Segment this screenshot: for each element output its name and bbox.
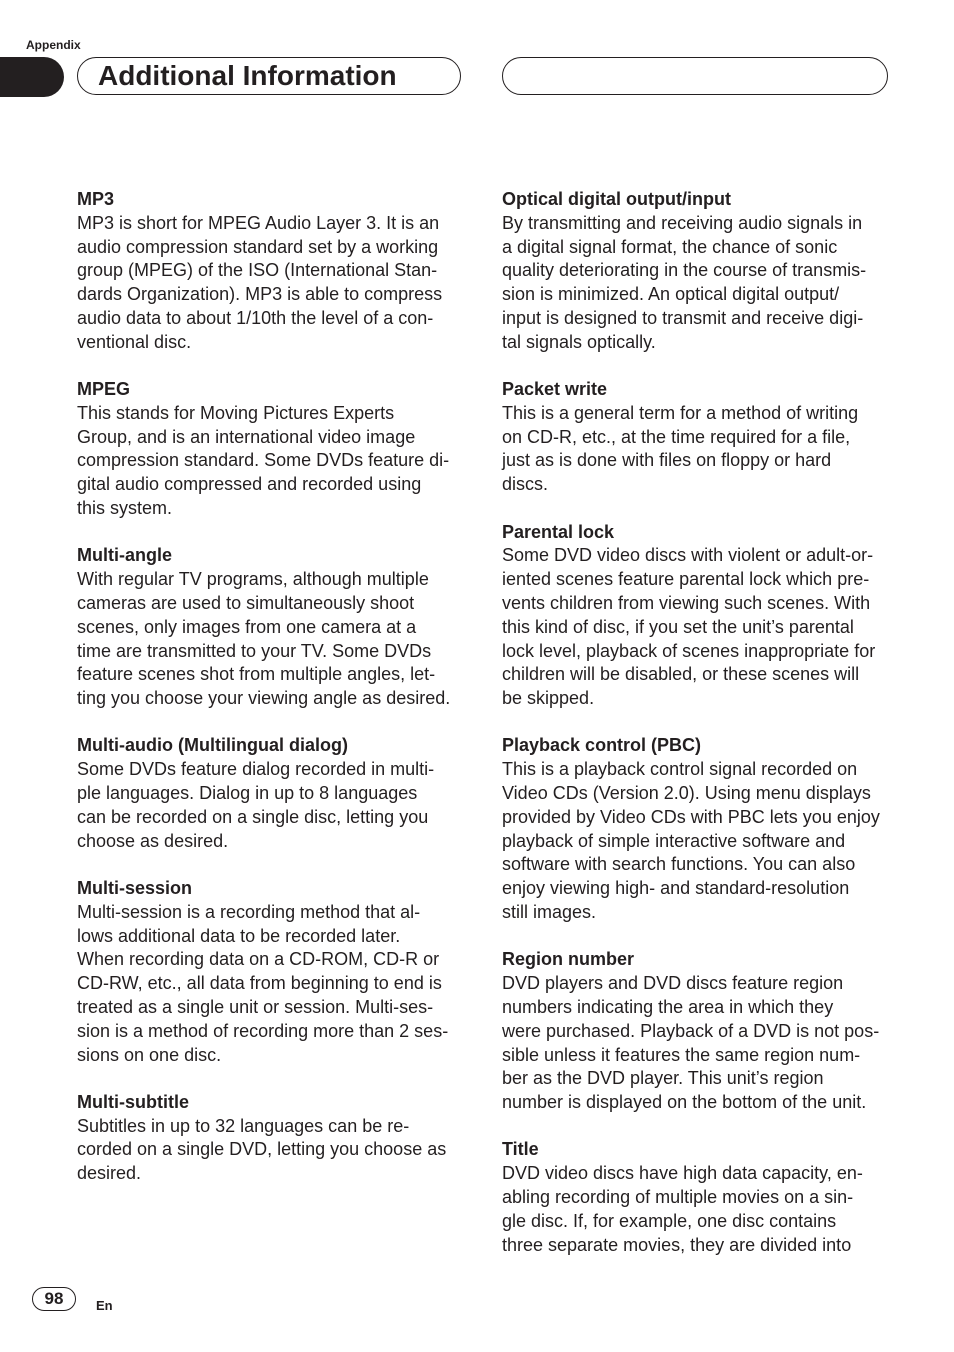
glossary-entry [502,378,894,497]
definition-line: DVD video discs have high data capacity, en- [502,1163,863,1184]
definition-line: provided by Video CDs with PBC lets you enjoy [502,806,880,827]
definition-line: When recording data on a CD-ROM, CD-R or [77,949,440,970]
section-tab-marker [0,57,64,97]
definition-line: compression standard. Some DVDs feature di- [77,450,450,471]
page-number: 98 [32,1287,76,1311]
definition-line: By transmitting and receiving audio signals in [502,212,863,233]
glossary-entry [502,948,894,1115]
definition-line: corded on a single DVD, letting you choose as [77,1139,447,1160]
definition-line: sion is a method of recording more than 2 ses- [77,1020,449,1041]
definition-line: this kind of disc, if you set the unit’s parental [502,616,854,637]
glossary-entry [77,544,469,711]
definition-line: vents children from viewing such scenes. With [502,592,871,613]
glossary-entry [502,521,894,711]
definition-line: iented scenes feature parental lock which pre- [502,569,870,590]
definition-line: MP3 is short for MPEG Audio Layer 3. It is an [77,212,440,233]
definition-line: sible unless it features the same region num- [502,1044,861,1065]
glossary-term: MPEG [77,379,131,400]
language-code: En [96,1298,113,1313]
definition-line: Some DVDs feature dialog recorded in multi- [77,759,435,780]
definition-line: sion is minimized. An optical digital output/ [502,284,840,305]
glossary-entry [502,734,894,924]
definition-line: lows additional data to be recorded later. [77,925,401,946]
definition-line: still images. [502,902,597,923]
definition-line: DVD players and DVD discs feature region [502,973,844,994]
empty-title-frame [502,57,888,95]
definition-line: time are transmitted to your TV. Some DVDs [77,640,432,661]
definition-line: cameras are used to simultaneously shoot [77,592,415,613]
definition-line: abling recording of multiple movies on a sin- [502,1186,854,1207]
glossary-entry [77,188,469,355]
glossary-term: Multi-subtitle [77,1091,189,1112]
definition-line: gle disc. If, for example, one disc contains [502,1210,837,1231]
definition-line: CD-RW, etc., all data from beginning to end is [77,973,442,994]
definition-line: be skipped. [502,688,595,709]
definition-line: numbers indicating the area in which they [502,996,834,1017]
glossary-entry [502,1138,894,1257]
definition-line: Group, and is an international video image [77,426,416,447]
left-column [77,188,469,1209]
definition-line: Multi-session is a recording method that al- [77,901,421,922]
definition-line: This is a playback control signal recorded on [502,759,858,780]
definition-line: feature scenes shot from multiple angles, let- [77,664,436,685]
definition-line: ple languages. Dialog in up to 8 languages [77,783,418,804]
definition-line: Subtitles in up to 32 languages can be re- [77,1115,410,1136]
definition-line: This stands for Moving Pictures Experts [77,402,395,423]
glossary-entry [77,877,469,1067]
glossary-term: Playback control (PBC) [502,735,702,756]
definition-line: discs. [502,474,549,495]
definition-line: tal signals optically. [502,331,656,352]
glossary-entry [502,188,894,355]
title-frame [77,57,461,95]
definition-line: treated as a single unit or session. Multi-ses- [77,996,434,1017]
definition-line: were purchased. Playback of a DVD is not pos- [502,1020,880,1041]
glossary-entry [77,378,469,521]
definition-line: input is designed to transmit and receive digi- [502,307,864,328]
definition-line: three separate movies, they are divided into [502,1234,852,1255]
page-title: Additional Information [98,60,397,91]
definition-line: lock level, playback of scenes inappropriate for [502,640,876,661]
glossary-term: Region number [502,949,635,970]
definition-line: sions on one disc. [77,1044,222,1065]
definition-line: audio data to about 1/10th the level of a con- [77,307,434,328]
definition-line: group (MPEG) of the ISO (International Stan- [77,260,438,281]
definition-line: audio compression standard set by a working [77,236,439,257]
glossary-entry [77,734,469,853]
glossary-term: Parental lock [502,521,615,542]
glossary-term: MP3 [77,189,115,209]
definition-line: dards Organization). MP3 is able to compress [77,284,443,305]
definition-line: enjoy viewing high- and standard-resolution [502,878,850,899]
definition-line: gital audio compressed and recorded using [77,474,422,495]
glossary-term: Multi-angle [77,545,172,566]
definition-line: desired. [77,1163,142,1184]
glossary-term: Multi-session [77,877,193,898]
definition-line: With regular TV programs, although multiple [77,569,429,590]
right-column [502,188,894,1281]
section-label: Appendix [26,38,81,52]
definition-line: scenes, only images from one camera at a [77,616,417,637]
glossary-term: Optical digital output/input [502,189,731,209]
definition-line: Video CDs (Version 2.0). Using menu displays [502,783,871,804]
definition-line: Some DVD video discs with violent or adult-or- [502,545,874,566]
definition-line: This is a general term for a method of writing [502,402,859,423]
definition-line: ber as the DVD player. This unit’s region [502,1068,824,1089]
definition-line: quality deteriorating in the course of transmis- [502,260,867,281]
definition-line: a digital signal format, the chance of sonic [502,236,838,257]
definition-line: on CD-R, etc., at the time required for a file, [502,426,851,447]
definition-line: just as is done with files on floppy or hard [502,450,832,471]
definition-line: number is displayed on the bottom of the unit. [502,1092,867,1113]
definition-line: choose as desired. [77,830,229,851]
glossary-term: Packet write [502,379,608,400]
definition-line: can be recorded on a single disc, letting you [77,806,429,827]
definition-line: children will be disabled, or these scenes will [502,664,860,685]
definition-line: ventional disc. [77,331,192,352]
definition-line: this system. [77,498,173,519]
definition-line: playback of simple interactive software and [502,830,846,851]
glossary-entry [77,1091,469,1186]
definition-line: software with search functions. You can also [502,854,856,875]
glossary-term: Multi-audio (Multilingual dialog) [77,735,348,756]
definition-line: ting you choose your viewing angle as desired. [77,688,451,709]
glossary-term: Title [502,1139,539,1160]
